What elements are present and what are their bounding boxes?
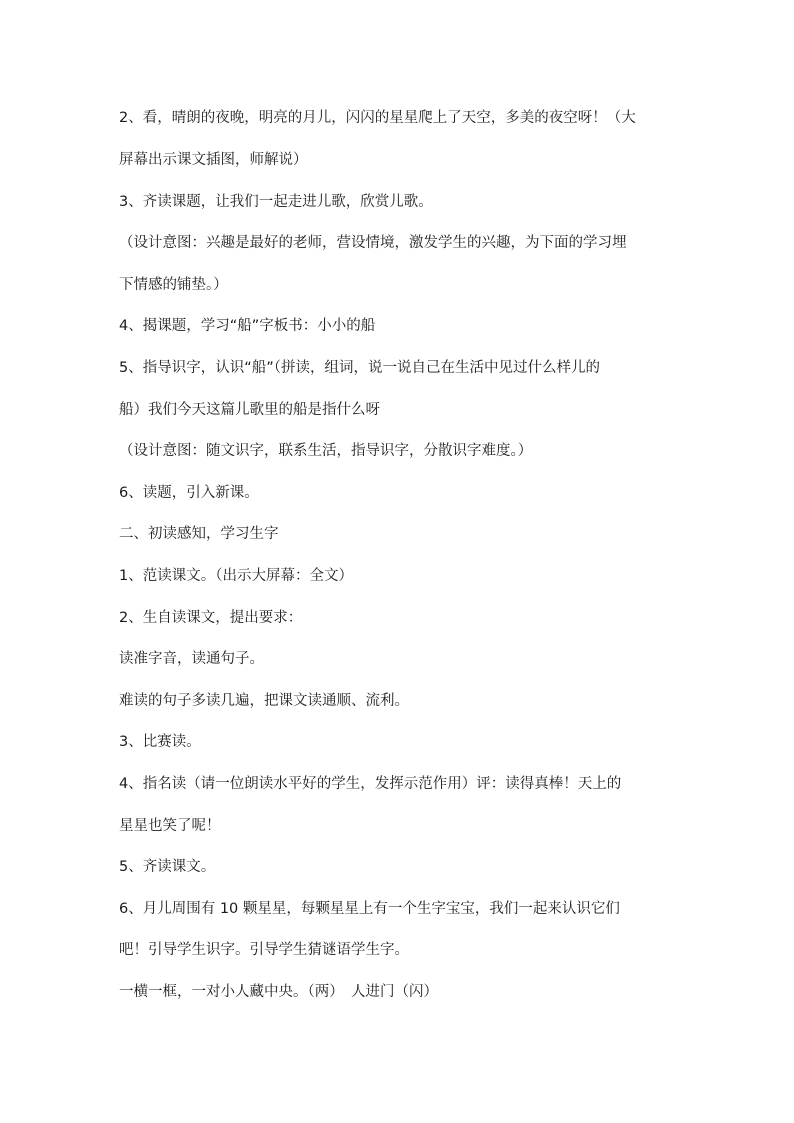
text-line: 4、揭课题，学习“船”字板书：小小的船 [119,318,376,334]
section-heading: 二、初读感知，学习生字 [119,526,279,542]
text-line: 3、齐读课题，让我们一起走进儿歌，欣赏儿歌。 [119,194,433,210]
text-line: 下情感的铺垫。） [119,277,228,293]
text-line: 船）我们今天这篇儿歌里的船是指什么呀 [119,402,380,418]
text-line: 一横一框，一对小人藏中央。（两） 人进门（闪） [119,984,438,1000]
text-line: 2、看，晴朗的夜晚，明亮的月儿，闪闪的星星爬上了天空，多美的夜空呀！（大 [119,110,636,126]
text-line: 3、比赛读。 [119,734,201,750]
text-line: 屏幕出示课文插图，师解说） [119,152,308,168]
text-line: 6、月儿周围有 10 颗星星，每颗星星上有一个生字宝宝，我们一起来认识它们 [119,901,620,917]
text-line: 5、齐读课文。 [119,859,216,875]
text-line: 读准字音，读通句子。 [119,651,264,667]
text-line: （设计意图：兴趣是最好的老师，营设情境，激发学生的兴趣，为下面的学习埋 [119,235,627,251]
text-line: 星星也笑了呢！ [119,818,221,834]
text-line: 5、指导识字，认识“船”（拼读，组词，说一说自己在生活中见过什么样儿的 [119,360,600,376]
text-line: （设计意图：随文识字，联系生活，指导识字，分散识字难度。） [119,443,533,459]
text-line: 4、指名读（请一位朗读水平好的学生，发挥示范作用）评：读得真棒！天上的 [119,776,622,792]
text-line: 1、范读课文。（出示大屏幕：全文） [119,568,353,584]
text-line: 吧！引导学生识字。引导学生猜谜语学生字。 [119,942,409,958]
text-line: 难读的句子多读几遍，把课文读通顺、流利。 [119,693,409,709]
text-line: 6、读题，引入新课。 [119,485,259,501]
text-line: 2、生自读课文，提出要求： [119,610,303,626]
